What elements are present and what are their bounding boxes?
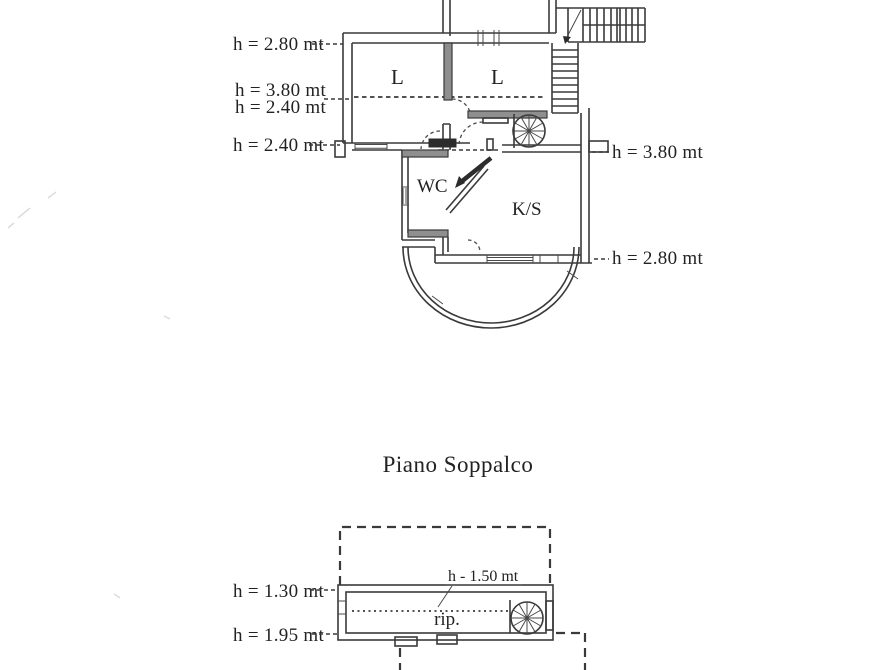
- stair-direction-arrow: [567, 10, 581, 37]
- wc-top-wall: [402, 150, 448, 157]
- height-label: h = 1.30 mt: [233, 581, 325, 602]
- note-leader-line: [438, 586, 452, 607]
- room-label-l2: L: [491, 65, 504, 89]
- room-label-wc: WC: [417, 176, 448, 197]
- height-annotations-left-lower: [233, 581, 338, 646]
- spiral-side-box: [546, 601, 553, 630]
- right-wall-protrusion: [589, 141, 608, 152]
- height-label-inner: h - 1.50 mt: [448, 568, 519, 585]
- scan-artifact: [8, 192, 170, 598]
- hall-details: [421, 111, 581, 152]
- boundary-dashes-below: [400, 633, 585, 670]
- door-swing-hall-mid: [459, 122, 483, 144]
- entry-wall-segment: [429, 139, 456, 147]
- upper-floor-plan: [233, 0, 703, 328]
- partition-wall: [444, 43, 452, 100]
- height-annotations-right: [592, 142, 703, 269]
- door-swing-ks: [468, 240, 480, 252]
- internal-staircase: [552, 43, 578, 113]
- door-jamb: [487, 139, 493, 150]
- mezzanine-tab-1: [395, 637, 417, 646]
- height-label: h = 2.40 mt: [233, 135, 325, 156]
- spiral-staircase: [513, 114, 545, 148]
- wc-bottom-wall: [408, 230, 448, 237]
- mezzanine-plan: [233, 452, 585, 670]
- mezzanine-spiral-staircase: [510, 600, 553, 634]
- ks-windows: [487, 255, 558, 263]
- room-label-ks: K/S: [512, 199, 542, 220]
- height-label: h = 2.80 mt: [233, 34, 325, 55]
- door-leaf-open: [483, 118, 508, 123]
- ks-room: [435, 247, 592, 263]
- terrace-arc: [403, 247, 579, 328]
- window-left-bottom: [355, 143, 387, 150]
- height-label: h = 3.80 mt: [612, 142, 704, 163]
- terrace-ticks: [432, 271, 578, 304]
- height-label: h = 2.40 mt: [235, 97, 327, 118]
- projection-dashed-outline: [340, 527, 550, 585]
- height-label: h = 3.80 mt: [235, 80, 327, 101]
- external-staircase: [556, 8, 645, 44]
- plan-title: Piano Soppalco: [382, 452, 534, 477]
- room-label-rip: rip.: [434, 609, 460, 630]
- mezzanine-left-window: [338, 601, 346, 614]
- right-outer-wall: [581, 108, 589, 263]
- height-annotations-left: [233, 34, 352, 156]
- wc-angled-wall: [446, 166, 488, 213]
- room-label-l1: L: [391, 65, 404, 89]
- height-label: h = 2.80 mt: [612, 248, 704, 269]
- height-label: h = 1.95 mt: [233, 625, 325, 646]
- wc-room: [401, 150, 491, 255]
